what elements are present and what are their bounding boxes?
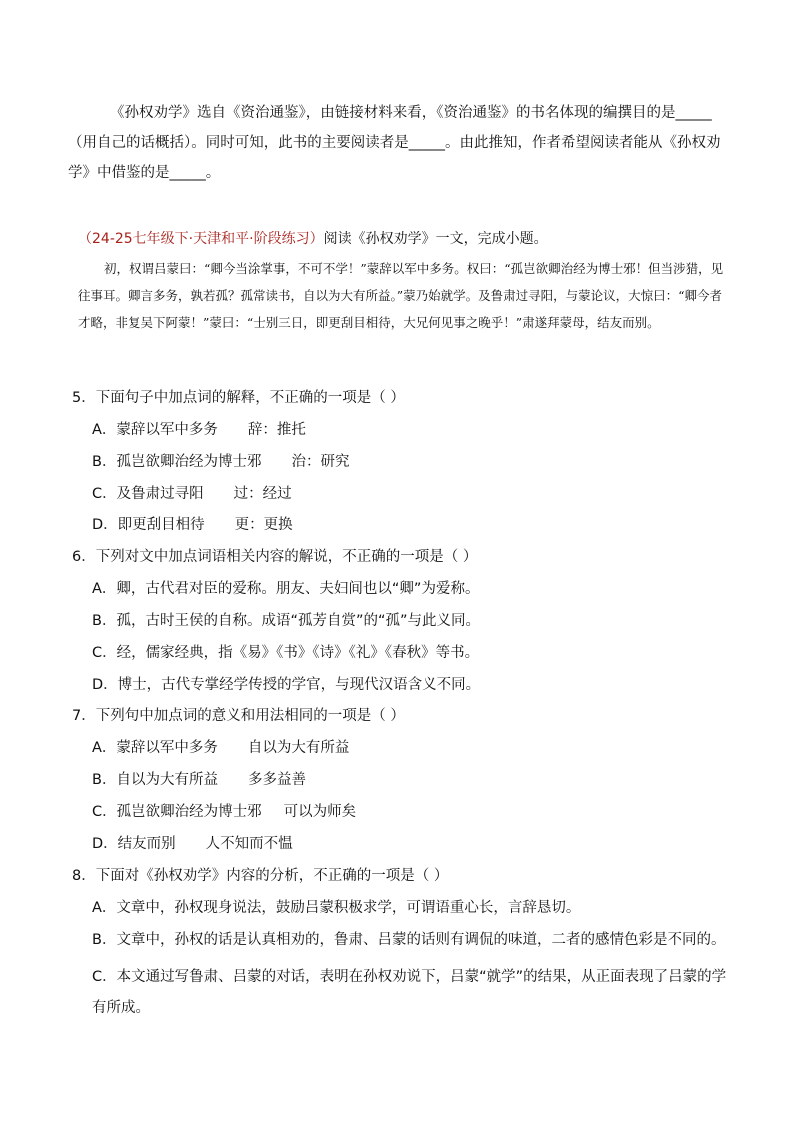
option-text: 即更刮目相待 [117, 517, 205, 533]
option-text: 孤，古时王侯的自称。成语“孤芳自赏”的“孤”与此义同。 [116, 613, 480, 629]
question-5-option-d [92, 514, 293, 536]
option-note: 自以为大有所益 [247, 740, 350, 756]
option-note: 更：更换 [234, 517, 293, 533]
question-8-option-b [92, 929, 725, 951]
option-note: 可以为师矣 [283, 804, 357, 820]
question-5-stem: 5．下面句子中加点词的解释，不正确的一项是（ ） [72, 390, 405, 406]
option-text: 卿，古代君对臣的爱称。朋友、夫妇间也以“卿”为爱称。 [116, 581, 480, 597]
option-text: 经，儒家经典，指《易》《书》《诗》《礼》《春秋》等书。 [116, 645, 480, 661]
question-5-option-b [92, 451, 349, 473]
option-text: 结友而别 [117, 836, 176, 852]
exercise-header [78, 228, 548, 250]
question-6-option-c [92, 642, 479, 664]
option-text: 孤岂欲卿治经为博士邪 [116, 454, 262, 470]
option-label: B． [92, 772, 117, 788]
question-7-option-d [92, 833, 293, 855]
question-6-option-b [92, 610, 480, 632]
question-6-option-a [92, 578, 479, 600]
option-label: B． [92, 932, 117, 948]
option-label: A． [92, 581, 117, 597]
option-label: C． [92, 804, 117, 820]
option-note: 辞：推托 [247, 422, 306, 438]
option-text: 文章中，孙权现身说法，鼓励吕蒙积极求学，可谓语重心长，言辞恳切。 [116, 900, 581, 916]
option-text: 蒙辞以军中多务 [116, 740, 218, 756]
option-note: 人不知而不愠 [205, 836, 293, 852]
intro-question [68, 98, 733, 188]
option-text: 本文通过写鲁肃、吕蒙的对话，表明在孙权劝说下，吕蒙“就学”的结果，从正面表现了吕蒙的学有所成。 [92, 969, 727, 1016]
option-label: D． [92, 517, 118, 533]
question-5-option-a [92, 419, 306, 441]
question-7-option-b [92, 769, 306, 791]
question-7-stem: 7．下列句中加点词的意义和用法相同的一项是（ ） [72, 708, 405, 724]
question-8-stem: 8．下面对《孙权劝学》内容的分析，不正确的一项是（ ） [72, 868, 449, 884]
intro-text: 《孙权劝学》选自《资治通鉴》，由链接材料来看，《资治通鉴》的书名体现的编撰目的是_____（用自己的话概括）。同时可知，此书的主要阅读者是_____。由此推知，作者希望阅读者能从《孙权劝学》中借鉴的是_____。 [68, 105, 721, 181]
exercise-source: （24-25七年级下·天津和平·阶段练习） [78, 231, 324, 247]
question-6-option-d [92, 674, 480, 696]
question-8-option-a [92, 897, 580, 919]
option-label: A． [92, 740, 117, 756]
option-label: A． [92, 900, 117, 916]
option-note: 过：经过 [233, 486, 292, 502]
option-text: 蒙辞以军中多务 [116, 422, 218, 438]
option-label: C． [92, 969, 117, 985]
option-label: A． [92, 422, 117, 438]
question-7-option-a [92, 737, 349, 759]
option-label: C． [92, 645, 117, 661]
option-label: D． [92, 836, 118, 852]
classical-passage: 初，权谓吕蒙曰：“卿今当涂掌事，不可不学！”蒙辞以军中多务。权曰：“孤岂欲卿治经为博士邪！但当涉猎，见往事耳。卿言多务，孰若孤？孤常读书，自以为大有所益。”蒙乃始就学。及鲁肃过寻阳，与蒙论议，大惊曰：“卿今者才略，非复吴下阿蒙！”蒙曰：“士别三日，即更刮目相待，大兄何见事之晚乎！”肃遂拜蒙母，结友而别。 [78, 261, 724, 330]
option-label: C． [92, 486, 117, 502]
option-text: 博士，古代专掌经学传授的学官，与现代汉语含义不同。 [117, 677, 481, 693]
option-text: 文章中，孙权的话是认真相劝的，鲁肃、吕蒙的话则有调侃的味道，二者的感情色彩是不同的。 [116, 932, 726, 948]
option-note: 治：研究 [291, 454, 350, 470]
option-note: 多多益善 [247, 772, 306, 788]
question-6-stem: 6．下列对文中加点词语相关内容的解说，不正确的一项是（ ） [72, 549, 478, 565]
option-label: D． [92, 677, 118, 693]
option-label: B． [92, 454, 117, 470]
exercise-instruction: 阅读《孙权劝学》一文，完成小题。 [323, 231, 548, 247]
question-8-option-c [92, 962, 732, 1024]
option-text: 及鲁肃过寻阳 [116, 486, 204, 502]
option-text: 孤岂欲卿治经为博士邪 [116, 804, 262, 820]
question-5-option-c [92, 483, 292, 505]
option-text: 自以为大有所益 [116, 772, 218, 788]
question-7-option-c [92, 801, 356, 823]
option-label: B． [92, 613, 117, 629]
